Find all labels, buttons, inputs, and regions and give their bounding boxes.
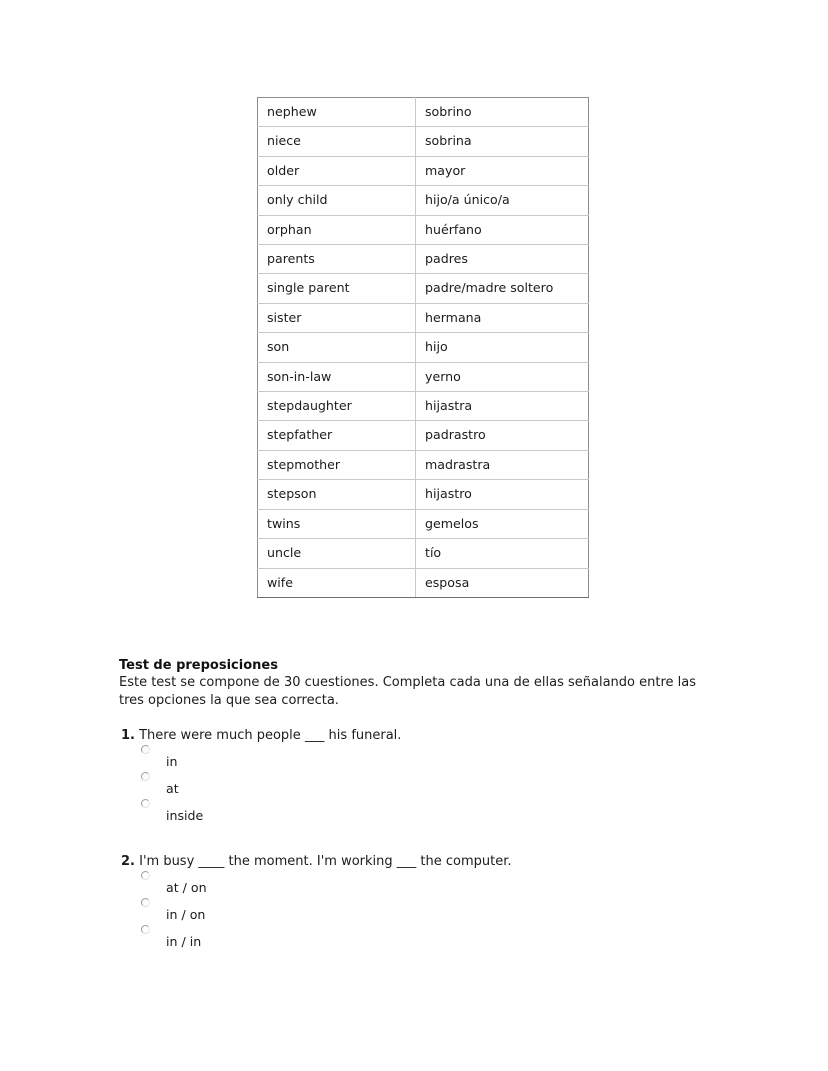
vocab-cell-english: stepmother bbox=[258, 450, 416, 479]
vocab-cell-english: orphan bbox=[258, 215, 416, 244]
vocab-cell-english: stepdaughter bbox=[258, 392, 416, 421]
radio-button-icon[interactable] bbox=[141, 772, 150, 781]
radio-button-icon[interactable] bbox=[141, 871, 150, 880]
vocab-cell-spanish: esposa bbox=[416, 568, 589, 597]
option-row[interactable] bbox=[119, 798, 719, 825]
question-2-prompt: I'm busy ____ the moment. I'm working ___ the computer. bbox=[134, 854, 512, 869]
option-label[interactable]: in / on bbox=[166, 907, 206, 922]
vocab-cell-spanish: mayor bbox=[416, 156, 589, 185]
vocab-cell-spanish: tío bbox=[416, 539, 589, 568]
vocabulary-table-body bbox=[258, 98, 589, 598]
vocab-cell-spanish: padre/madre soltero bbox=[416, 274, 589, 303]
test-intro-text: Este test se compone de 30 cuestiones. Completa cada una de ellas señalando entre las tres opciones la que sea correcta. bbox=[119, 675, 696, 708]
vocab-cell-spanish: hermana bbox=[416, 303, 589, 332]
table-row bbox=[258, 539, 589, 568]
option-row[interactable] bbox=[119, 744, 719, 771]
table-row bbox=[258, 450, 589, 479]
vocab-cell-spanish: sobrina bbox=[416, 127, 589, 156]
vocab-cell-spanish: gemelos bbox=[416, 509, 589, 538]
question-2 bbox=[119, 853, 719, 951]
table-row bbox=[258, 156, 589, 185]
radio-button-icon[interactable] bbox=[141, 925, 150, 934]
question-1-number: 1. bbox=[121, 728, 135, 743]
option-row[interactable] bbox=[119, 897, 719, 924]
vocab-cell-english: uncle bbox=[258, 539, 416, 568]
option-row[interactable] bbox=[119, 870, 719, 897]
vocab-cell-spanish: padres bbox=[416, 245, 589, 274]
question-1-text bbox=[119, 727, 719, 744]
table-row bbox=[258, 480, 589, 509]
vocab-cell-english: twins bbox=[258, 509, 416, 538]
table-row bbox=[258, 245, 589, 274]
vocab-cell-spanish: sobrino bbox=[416, 98, 589, 127]
vocab-cell-english: single parent bbox=[258, 274, 416, 303]
vocab-cell-spanish: hijastro bbox=[416, 480, 589, 509]
option-row[interactable] bbox=[119, 771, 719, 798]
vocab-cell-english: sister bbox=[258, 303, 416, 332]
question-1-prompt: There were much people ___ his funeral. bbox=[134, 728, 402, 743]
vocab-cell-english: niece bbox=[258, 127, 416, 156]
vocab-cell-spanish: madrastra bbox=[416, 450, 589, 479]
table-row bbox=[258, 274, 589, 303]
table-row bbox=[258, 333, 589, 362]
table-row bbox=[258, 186, 589, 215]
test-heading: Test de preposiciones bbox=[119, 658, 278, 673]
question-2-number: 2. bbox=[121, 854, 135, 869]
vocab-cell-english: wife bbox=[258, 568, 416, 597]
vocab-cell-spanish: padrastro bbox=[416, 421, 589, 450]
vocab-cell-english: only child bbox=[258, 186, 416, 215]
option-label[interactable]: in / in bbox=[166, 934, 202, 949]
question-2-options bbox=[119, 870, 719, 951]
option-label[interactable]: at / on bbox=[166, 880, 207, 895]
radio-button-icon[interactable] bbox=[141, 745, 150, 754]
vocab-cell-english: stepson bbox=[258, 480, 416, 509]
vocab-cell-spanish: hijastra bbox=[416, 392, 589, 421]
radio-button-icon[interactable] bbox=[141, 898, 150, 907]
question-2-text bbox=[119, 853, 719, 870]
vocab-cell-spanish: yerno bbox=[416, 362, 589, 391]
radio-button-icon[interactable] bbox=[141, 799, 150, 808]
option-label[interactable]: inside bbox=[166, 808, 204, 823]
table-row bbox=[258, 509, 589, 538]
option-label[interactable]: in bbox=[166, 754, 178, 769]
table-row bbox=[258, 127, 589, 156]
table-row bbox=[258, 98, 589, 127]
option-row[interactable] bbox=[119, 924, 719, 951]
vocab-cell-english: stepfather bbox=[258, 421, 416, 450]
vocabulary-table-container bbox=[257, 97, 568, 598]
table-row bbox=[258, 215, 589, 244]
vocab-cell-spanish: hijo/a único/a bbox=[416, 186, 589, 215]
vocab-cell-english: older bbox=[258, 156, 416, 185]
vocab-cell-spanish: hijo bbox=[416, 333, 589, 362]
question-1 bbox=[119, 727, 719, 825]
table-row bbox=[258, 303, 589, 332]
table-row bbox=[258, 568, 589, 597]
vocab-cell-spanish: huérfano bbox=[416, 215, 589, 244]
vocabulary-table bbox=[257, 97, 589, 598]
question-1-options bbox=[119, 744, 719, 825]
vocab-cell-english: nephew bbox=[258, 98, 416, 127]
vocab-cell-english: son bbox=[258, 333, 416, 362]
vocab-cell-english: parents bbox=[258, 245, 416, 274]
table-row bbox=[258, 362, 589, 391]
preposition-test-section bbox=[119, 657, 719, 949]
vocab-cell-english: son-in-law bbox=[258, 362, 416, 391]
option-label[interactable]: at bbox=[166, 781, 179, 796]
table-row bbox=[258, 421, 589, 450]
table-row bbox=[258, 392, 589, 421]
